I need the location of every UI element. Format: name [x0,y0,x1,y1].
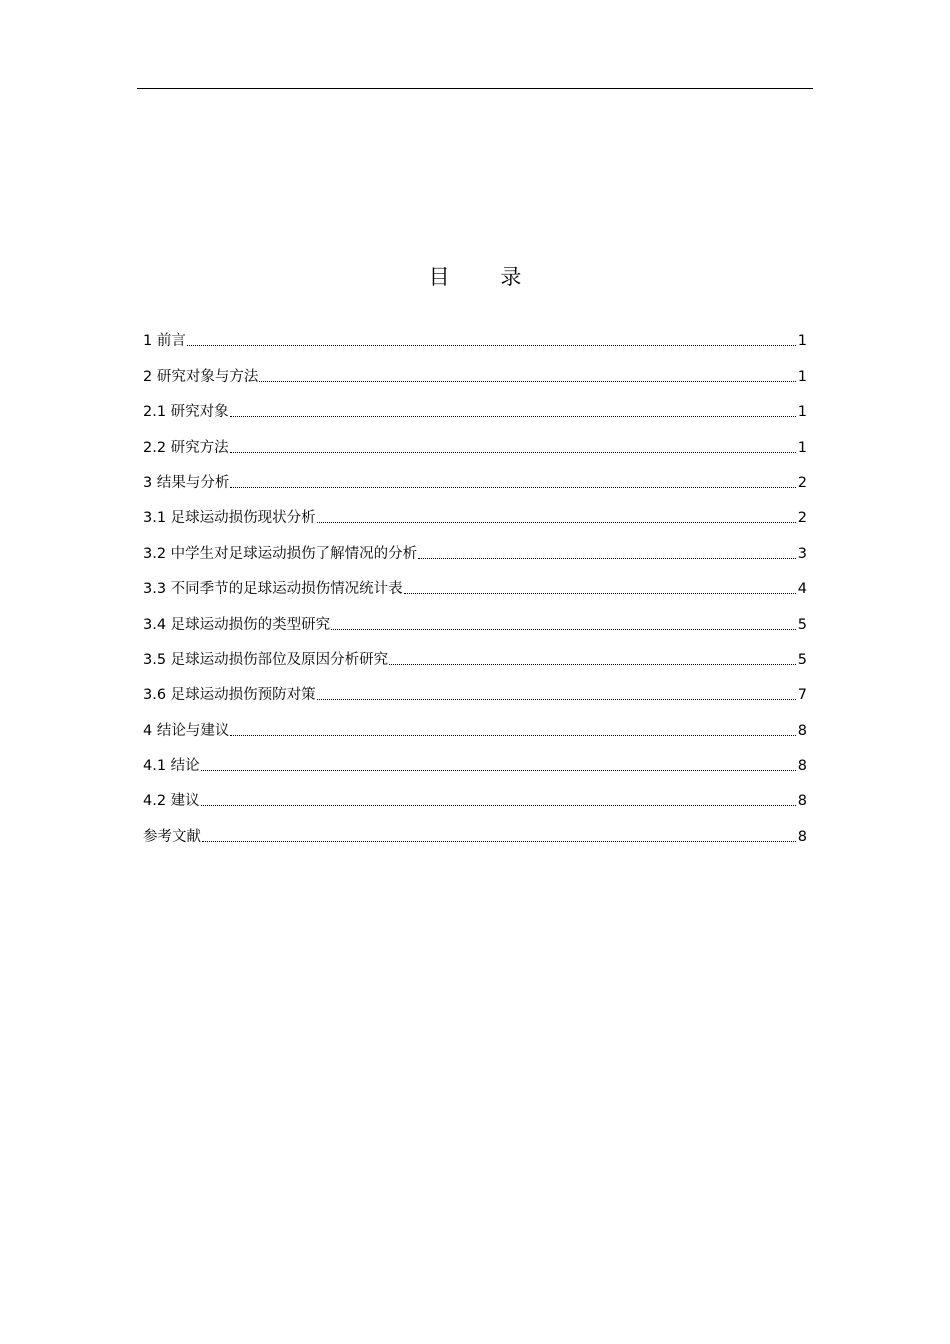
toc-list [143,316,807,847]
toc-entry-label: 2 研究对象与方法 [143,368,259,385]
toc-entry[interactable] [143,528,807,563]
toc-entry-label: 3.6 足球运动损伤预防对策 [143,687,316,704]
toc-dot-leader [202,841,796,842]
toc-entry-label: 4.1 结论 [143,758,200,775]
toc-entry-page: 3 [797,545,807,562]
toc-entry-page: 1 [797,333,807,350]
toc-entry[interactable] [143,635,807,670]
toc-entry-page: 2 [797,474,807,491]
toc-entry[interactable] [143,316,807,351]
toc-entry-label: 2.2 研究方法 [143,439,229,456]
toc-entry-label: 3.2 中学生对足球运动损伤了解情况的分析 [143,545,418,562]
toc-dot-leader [201,805,796,806]
toc-entry-page: 1 [797,404,807,421]
toc-entry[interactable] [143,811,807,846]
toc-entry[interactable] [143,670,807,705]
toc-entry-label: 1 前言 [143,333,186,350]
toc-entry[interactable] [143,458,807,493]
toc-dot-leader [317,522,796,523]
toc-dot-leader [230,416,796,417]
toc-dot-leader [230,487,795,488]
toc-entry-page: 8 [797,758,807,775]
toc-dot-leader [331,629,796,630]
toc-entry-page: 4 [797,581,807,598]
toc-entry[interactable] [143,564,807,599]
toc-entry-page: 8 [797,828,807,845]
toc-entry-page: 2 [797,510,807,527]
toc-entry[interactable] [143,741,807,776]
toc-entry-page: 5 [797,616,807,633]
toc-dot-leader [418,558,796,559]
toc-entry[interactable] [143,422,807,457]
toc-entry[interactable] [143,599,807,634]
toc-entry-page: 5 [797,651,807,668]
toc-dot-leader [404,593,796,594]
toc-dot-leader [317,699,796,700]
toc-entry-page: 1 [797,439,807,456]
toc-dot-leader [230,735,795,736]
toc-entry[interactable] [143,387,807,422]
toc-entry-label: 2.1 研究对象 [143,404,229,421]
toc-entry[interactable] [143,493,807,528]
toc-entry-label: 参考文献 [143,828,201,845]
toc-dot-leader [201,770,796,771]
toc-entry[interactable] [143,351,807,386]
toc-entry[interactable] [143,705,807,740]
toc-entry-page: 7 [797,687,807,704]
toc-entry-label: 3.5 足球运动损伤部位及原因分析研究 [143,651,389,668]
toc-entry-label: 3.4 足球运动损伤的类型研究 [143,616,331,633]
toc-entry-label: 3 结果与分析 [143,474,230,491]
toc-dot-leader [389,664,796,665]
toc-entry-label: 3.3 不同季节的足球运动损伤情况统计表 [143,581,403,598]
toc-entry-page: 8 [797,722,807,739]
toc-entry-label: 3.1 足球运动损伤现状分析 [143,510,316,527]
toc-dot-leader [230,452,796,453]
header-rule [137,88,813,89]
toc-dot-leader [187,345,796,346]
toc-entry[interactable] [143,776,807,811]
toc-entry-page: 1 [797,368,807,385]
toc-dot-leader [259,381,795,382]
toc-entry-label: 4.2 建议 [143,793,200,810]
toc-entry-label: 4 结论与建议 [143,722,230,739]
toc-entry-page: 8 [797,793,807,810]
toc-title: 目 录 [428,265,544,289]
